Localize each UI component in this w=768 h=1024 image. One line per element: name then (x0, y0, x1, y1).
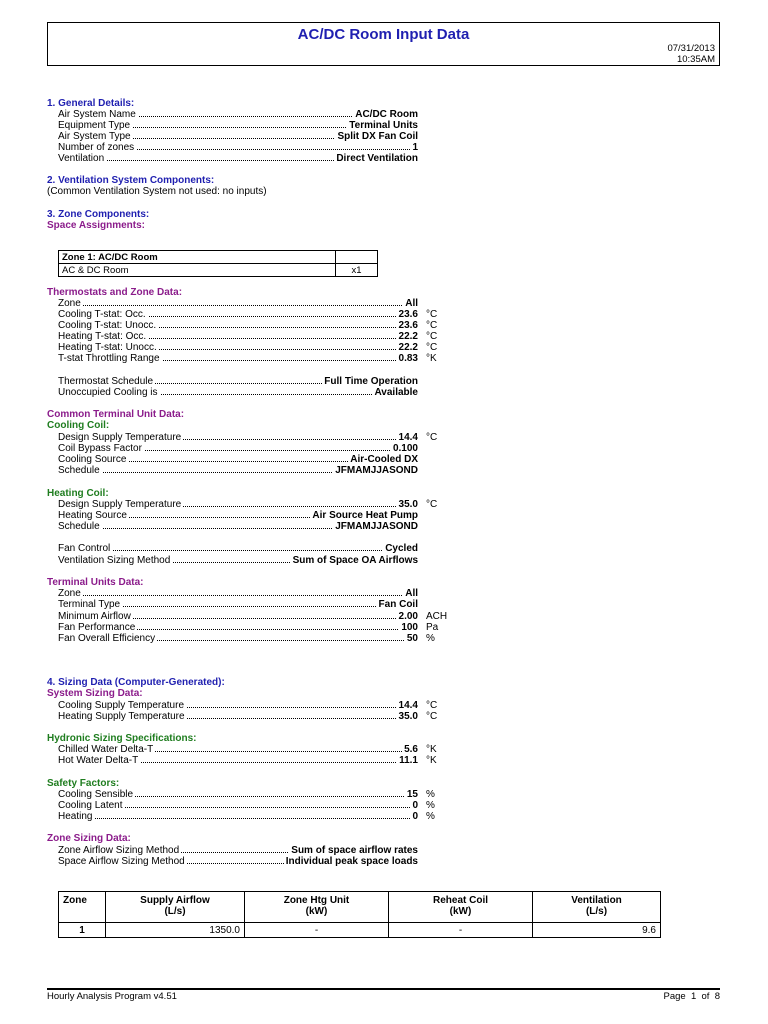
field-row: Equipment Type Terminal Units (58, 120, 418, 131)
col-header-supply: Supply Airflow (L/s) (106, 892, 245, 923)
field-row: Minimum Airflow 2.00 (58, 611, 418, 622)
unit-label: Pa (426, 622, 439, 633)
field-row: T-stat Throttling Range 0.83 (58, 353, 418, 364)
field-row: Ventilation Sizing Method Sum of Space OA Airflows (58, 555, 418, 566)
report-time: 10:35AM (676, 54, 715, 65)
field-row: Chilled Water Delta-T 5.6 (58, 744, 418, 755)
unit-label: °K (426, 744, 437, 755)
col-header-reheat: Reheat Coil (kW) (389, 892, 533, 923)
field-row: Cooling Source Air-Cooled DX (58, 454, 418, 465)
field-row: Hot Water Delta-T 11.1 (58, 755, 418, 766)
cell-ventilation: 9.6 (533, 923, 661, 938)
unit-label: % (426, 800, 435, 811)
footer-divider (47, 988, 720, 990)
unit-label: °C (426, 711, 438, 722)
sizing-heading: 4. Sizing Data (Computer-Generated): (47, 677, 225, 688)
field-row: Cooling Sensible 15 (58, 789, 418, 800)
field-row: Cooling T-stat: Occ. 23.6 (58, 309, 418, 320)
field-row: Heating 0 (58, 811, 418, 822)
cell-reheat: - (389, 923, 533, 938)
ventilation-note: (Common Ventilation System not used: no inputs) (47, 186, 267, 197)
field-row: Air System Type Split DX Fan Coil (58, 131, 418, 142)
unit-label: °C (426, 309, 438, 320)
unit-label: °C (426, 432, 438, 443)
zone-components-heading: 3. Zone Components: (47, 209, 150, 220)
field-row: Zone All (58, 298, 418, 309)
field-row: Schedule JFMAMJJASOND (58, 521, 418, 532)
field-row: Schedule JFMAMJJASOND (58, 465, 418, 476)
field-row: Heating Supply Temperature 35.0 (58, 711, 418, 722)
safety-heading: Safety Factors: (47, 778, 120, 789)
zone-header-blank (336, 251, 378, 264)
field-row: Fan Performance 100 (58, 622, 418, 633)
unit-label: °C (426, 499, 438, 510)
col-header-htg: Zone Htg Unit (kW) (245, 892, 389, 923)
hydronic-heading: Hydronic Sizing Specifications: (47, 733, 197, 744)
zone-sizing-table (58, 891, 661, 938)
field-row: Fan Control Cycled (58, 543, 418, 554)
terminal-common-heading: Common Terminal Unit Data: (47, 409, 185, 420)
report-date: 07/31/2013 (667, 43, 715, 54)
field-row: Design Supply Temperature 14.4 (58, 432, 418, 443)
unit-label: % (426, 811, 435, 822)
report-datetime (667, 43, 715, 65)
report-title: AC/DC Room Input Data (297, 26, 470, 43)
field-row: Number of zones 1 (58, 142, 418, 153)
field-row: Air System Name AC/DC Room (58, 109, 418, 120)
thermostats-heading: Thermostats and Zone Data: (47, 287, 183, 298)
field-row: Space Airflow Sizing Method Individual peak space loads (58, 856, 418, 867)
ventilation-heading: 2. Ventilation System Components: (47, 175, 215, 186)
unit-label: ACH (426, 611, 448, 622)
field-row: Cooling Latent 0 (58, 800, 418, 811)
space-mult-cell: x1 (336, 264, 378, 277)
space-assignment-table (58, 250, 378, 277)
field-row: Heating Source Air Source Heat Pump (58, 510, 418, 521)
unit-label: °C (426, 700, 438, 711)
table-row (59, 923, 661, 938)
zone-header-cell: Zone 1: AC/DC Room (59, 251, 336, 264)
field-row: Coil Bypass Factor 0.100 (58, 443, 418, 454)
field-row: Fan Overall Efficiency 50 (58, 633, 418, 644)
field-row: Heating T-stat: Unocc. 22.2 (58, 342, 418, 353)
unit-label: °C (426, 342, 438, 353)
unit-label: °K (426, 353, 437, 364)
unit-label: °K (426, 755, 437, 766)
col-header-ventilation: Ventilation (L/s) (533, 892, 661, 923)
field-row: Cooling Supply Temperature 14.4 (58, 700, 418, 711)
report-header (47, 22, 720, 66)
col-header-zone: Zone (59, 892, 106, 923)
footer-page: Page 1 of 8 (663, 991, 720, 1002)
zone-sizing-heading: Zone Sizing Data: (47, 833, 131, 844)
cell-zone: 1 (59, 923, 106, 938)
field-row: Design Supply Temperature 35.0 (58, 499, 418, 510)
field-row: Zone Airflow Sizing Method Sum of space airflow rates (58, 845, 418, 856)
cell-supply: 1350.0 (106, 923, 245, 938)
field-row: Heating T-stat: Occ. 22.2 (58, 331, 418, 342)
space-assignments-heading: Space Assignments: (47, 220, 145, 231)
field-row: Terminal Type Fan Coil (58, 599, 418, 610)
field-row: Ventilation Direct Ventilation (58, 153, 418, 164)
field-row: Thermostat Schedule Full Time Operation (58, 376, 418, 387)
general-heading: 1. General Details: (47, 98, 135, 109)
unit-label: °C (426, 320, 438, 331)
field-row: Zone All (58, 588, 418, 599)
footer-program: Hourly Analysis Program v4.51 (47, 991, 177, 1002)
field-row: Cooling T-stat: Unocc. 23.6 (58, 320, 418, 331)
space-name-cell: AC & DC Room (59, 264, 336, 277)
unit-label: °C (426, 331, 438, 342)
heating-coil-heading: Heating Coil: (47, 488, 109, 499)
cooling-coil-heading: Cooling Coil: (47, 420, 110, 431)
cell-htg: - (245, 923, 389, 938)
field-row: Unoccupied Cooling is Available (58, 387, 418, 398)
terminal-units-heading: Terminal Units Data: (47, 577, 144, 588)
unit-label: % (426, 633, 435, 644)
unit-label: % (426, 789, 435, 800)
system-sizing-heading: System Sizing Data: (47, 688, 143, 699)
